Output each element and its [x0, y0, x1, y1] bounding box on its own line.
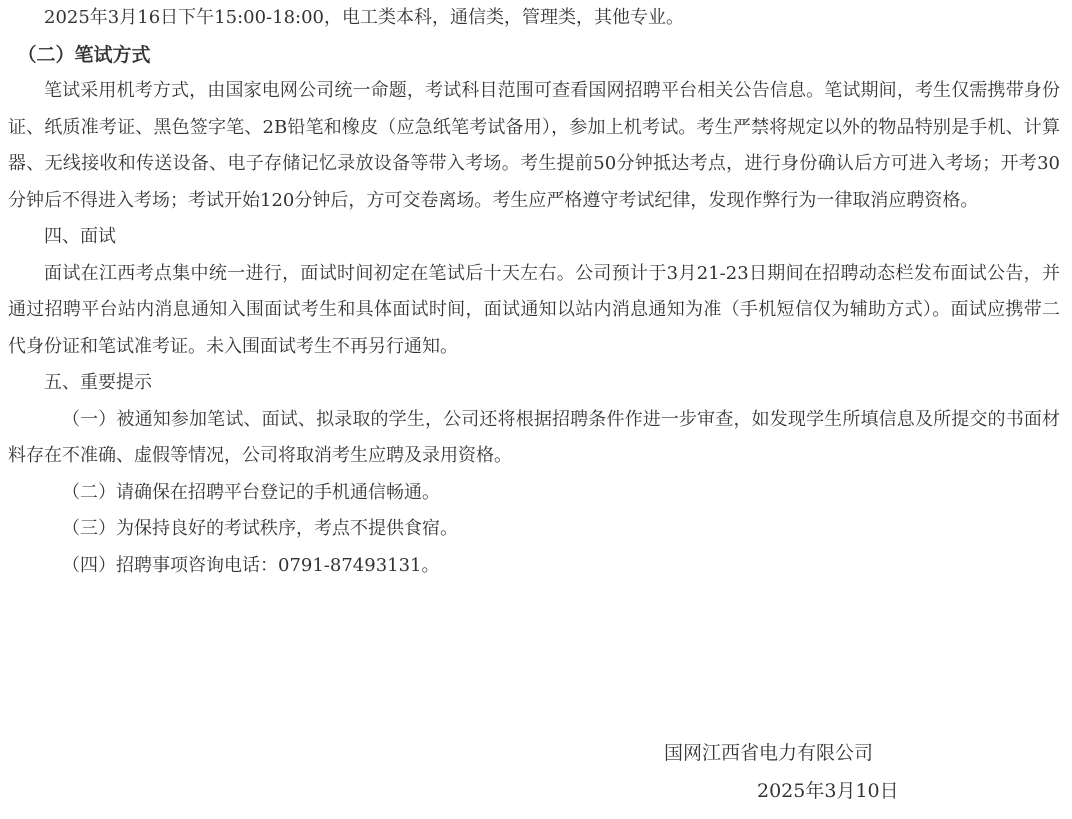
- exam-schedule-line: 2025年3月16日下午15:00-18:00，电工类本科，通信类，管理类，其他专业。: [44, 7, 684, 28]
- signature-organization: 国网江西省电力有限公司: [664, 742, 874, 764]
- signature-date: 2025年3月10日: [757, 780, 899, 802]
- tip-item-3: （三）为保持良好的考试秩序，考点不提供食宿。: [62, 518, 458, 539]
- notice-document: [8, 0, 1060, 584]
- interview-heading: 四、面试: [44, 226, 116, 247]
- tip-item-1: （一）被通知参加笔试、面试、拟录取的学生，公司还将根据招聘条件作进一步审查，如发现学生所填信息及所提交的书面材料存在不准确、虚假等情况，公司将取消考生应聘及录用资格。: [8, 408, 1060, 466]
- written-exam-heading: （二）笔试方式: [17, 43, 151, 66]
- tip-item-2: （二）请确保在招聘平台登记的手机通信畅通。: [62, 481, 440, 503]
- tip-item-4: （四）招聘事项咨询电话：0791-87493131。: [62, 554, 440, 576]
- written-exam-paragraph: 笔试采用机考方式，由国家电网公司统一命题，考试科目范围可查看国网招聘平台相关公告信息。笔试期间，考生仅需携带身份证、纸质准考证、黑色签字笔、2B铅笔和橡皮（应急纸笔考试备用），参加上机考试。考生严禁将规定以外的物品特别是手机、计算器、无线接收和传送设备、电子存储记忆录放设备等带入考场。考生提前50分钟抵达考点，进行身份确认后方可进入考场；开考30分钟后不得进入考场；考试开始120分钟后，方可交卷离场。考生应严格遵守考试纪律，发现作弊行为一律取消应聘资格。: [8, 80, 1060, 211]
- important-tips-heading: 五、重要提示: [44, 372, 152, 393]
- interview-paragraph: 面试在江西考点集中统一进行，面试时间初定在笔试后十天左右。公司预计于3月21-23日期间在招聘动态栏发布面试公告，并通过招聘平台站内消息通知入围面试考生和具体面试时间，面试通知以站内消息通知为准（手机短信仅为辅助方式）。面试应携带二代身份证和笔试准考证。未入围面试考生不再另行通知。: [8, 262, 1060, 357]
